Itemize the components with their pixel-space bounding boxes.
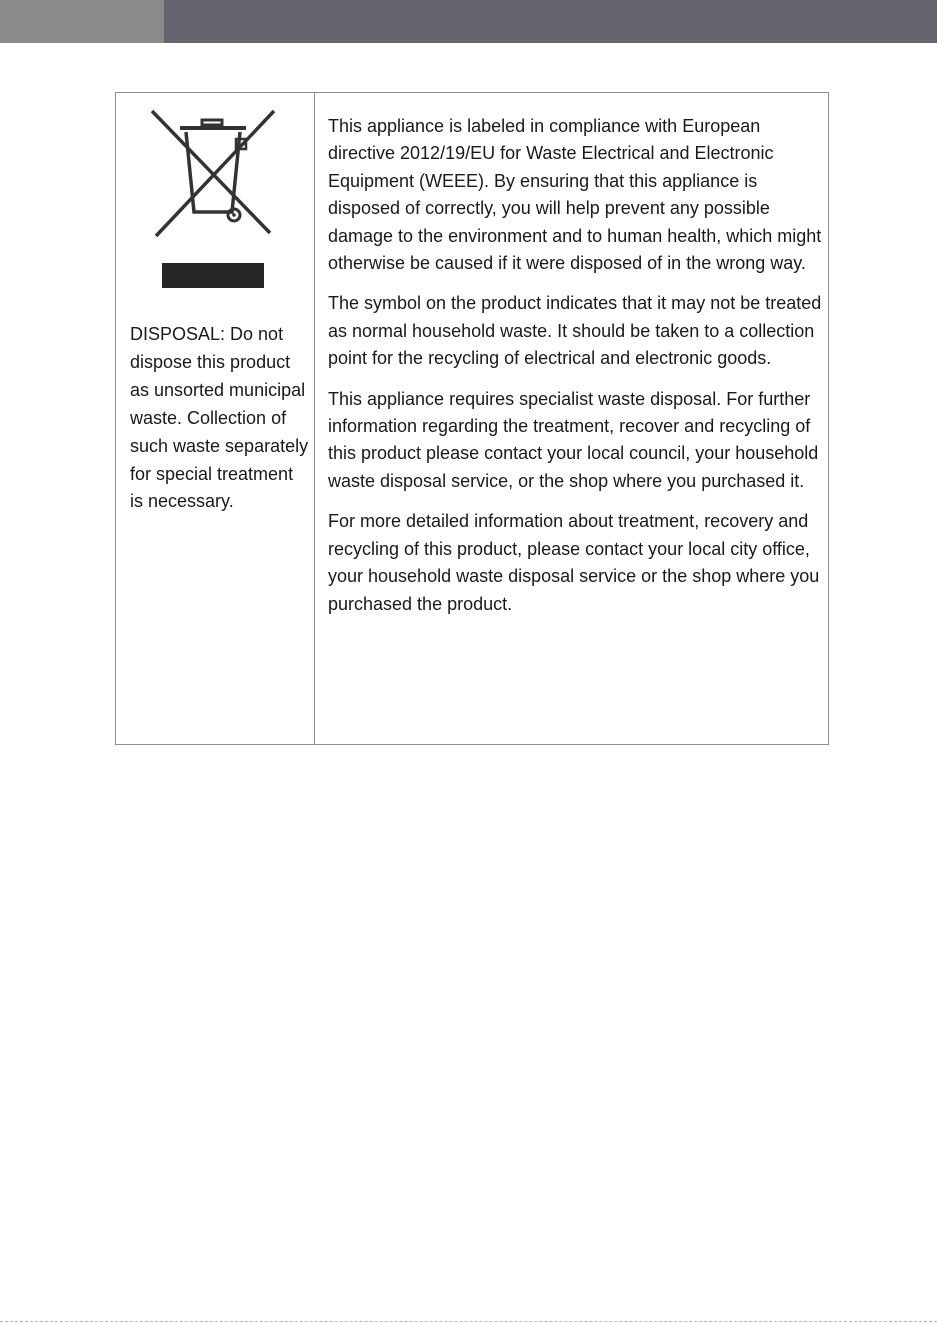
symbol-column bbox=[116, 93, 315, 744]
disposal-note: DISPOSAL: Do not dispose this product as unsorted municipal waste. Collection of such waste separately for special treatment is necessary. bbox=[130, 324, 309, 512]
symbol-meaning-paragraph: The symbol on the product indicates that it may not be treated as normal household waste. It should be taken to a collection point for the recycling of electrical and electronic goods. bbox=[328, 293, 822, 369]
header-tab bbox=[0, 0, 164, 43]
header-bar bbox=[0, 0, 937, 43]
crossed-out-wheelie-bin-icon bbox=[150, 109, 276, 291]
weee-info-table bbox=[115, 92, 829, 745]
more-information-paragraph: For more detailed information about treatment, recovery and recycling of this product, please contact your local city office, your household waste disposal service or the shop where you purchased the product. bbox=[328, 511, 820, 614]
info-column bbox=[315, 93, 828, 744]
page-bottom-rule bbox=[0, 1321, 937, 1322]
weee-directive-paragraph: This appliance is labeled in compliance with European directive 2012/19/EU for Waste Electrical and Electronic Equipment (WEEE). By ensuring that this appliance is disposed of correctly, you will help prevent any possible damage to the environment and to human health, which might otherwise be caused if it were disposed of in the wrong way. bbox=[328, 116, 822, 274]
specialist-disposal-paragraph: This appliance requires specialist waste disposal. For further information regarding the treatment, recover and recycling of this product please contact your local council, your household waste disposal service, or the shop where you purchased it. bbox=[328, 388, 819, 491]
